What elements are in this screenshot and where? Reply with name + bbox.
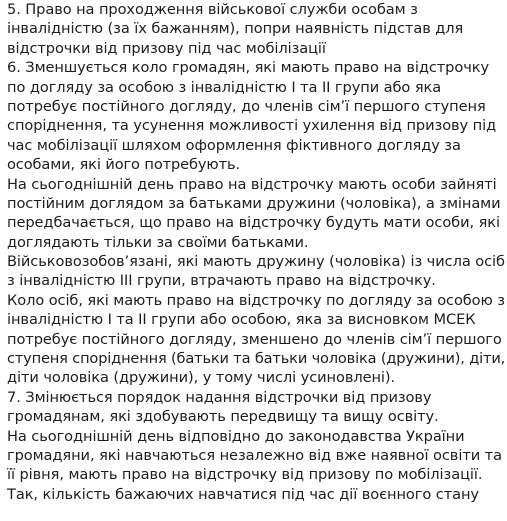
post-line-20: діти чоловіка (дружини), у тому числі усиновлені).: [7, 369, 396, 387]
post-line-24: громадяни, які навчаються незалежно від вже наявної освіти та: [7, 446, 502, 464]
post-line-4: 6. Зменшується коло громадян, які мають право на відстрочку: [7, 59, 490, 77]
post-text: [7, 0, 507, 504]
post-line-5: по догляду за особою з інвалідністю I та II групи або яка: [7, 78, 442, 96]
post-line-21: 7. Змінюється порядок надання відстрочки від призову: [7, 388, 432, 406]
post-line-15: з інвалідністю III групи, втрачають право на відстрочку.: [7, 272, 436, 290]
post-line-16: Коло осіб, які мають право на відстрочку по догляду за особою з: [7, 291, 505, 309]
post-line-14: Військовозобов’язані, які мають дружину (чоловіка) із числа осіб: [7, 253, 505, 271]
post-line-12: передбачається, що право на відстрочку будуть мати особи, які: [7, 214, 501, 232]
post-line-3: відстрочки від призову під час мобілізації: [7, 39, 326, 57]
post-line-10: На сьогоднішній день право на відстрочку мають особи зайняті: [7, 175, 497, 193]
post-line-2: інвалідністю (за їх бажанням), попри наявність підстав для: [7, 20, 464, 38]
post-line-6: потребує постійного догляду, до членів сім’ї першого ступеня: [7, 97, 486, 115]
post-line-22: громадянам, які здобувають передвищу та вищу освіту.: [7, 408, 439, 426]
post-line-19: ступеня споріднення (батьки та батьки чоловіка (дружини), діти,: [7, 350, 506, 368]
post-line-7: споріднення, та усунення можливості ухилення від призову під: [7, 117, 497, 135]
post-line-9: особами, які його потребують.: [7, 156, 240, 174]
post-line-25: її рівня, мають право на відстрочку від призову по мобілізації.: [7, 466, 483, 484]
post-line-26: Так, кількість бажаючих навчатися під час дії воєнного стану: [7, 485, 479, 503]
post-line-1: 5. Право на проходження військової служби особам з: [7, 1, 418, 18]
post-line-8: час мобілізації шляхом оформлення фіктивного догляду за: [7, 136, 461, 154]
post-line-17: інвалідністю I та II групи або особою, яка за висновком МСЕК: [7, 311, 476, 329]
post-line-11: постійним доглядом за батьками дружини (чоловіка), а змінами: [7, 194, 501, 212]
post-line-23: На сьогоднішній день відповідно до законодавства України: [7, 427, 465, 445]
post-line-18: потребує постійного догляду, зменшено до членів сім’ї першого: [7, 330, 502, 348]
post-line-13: доглядають тільки за своїми батьками.: [7, 233, 309, 251]
